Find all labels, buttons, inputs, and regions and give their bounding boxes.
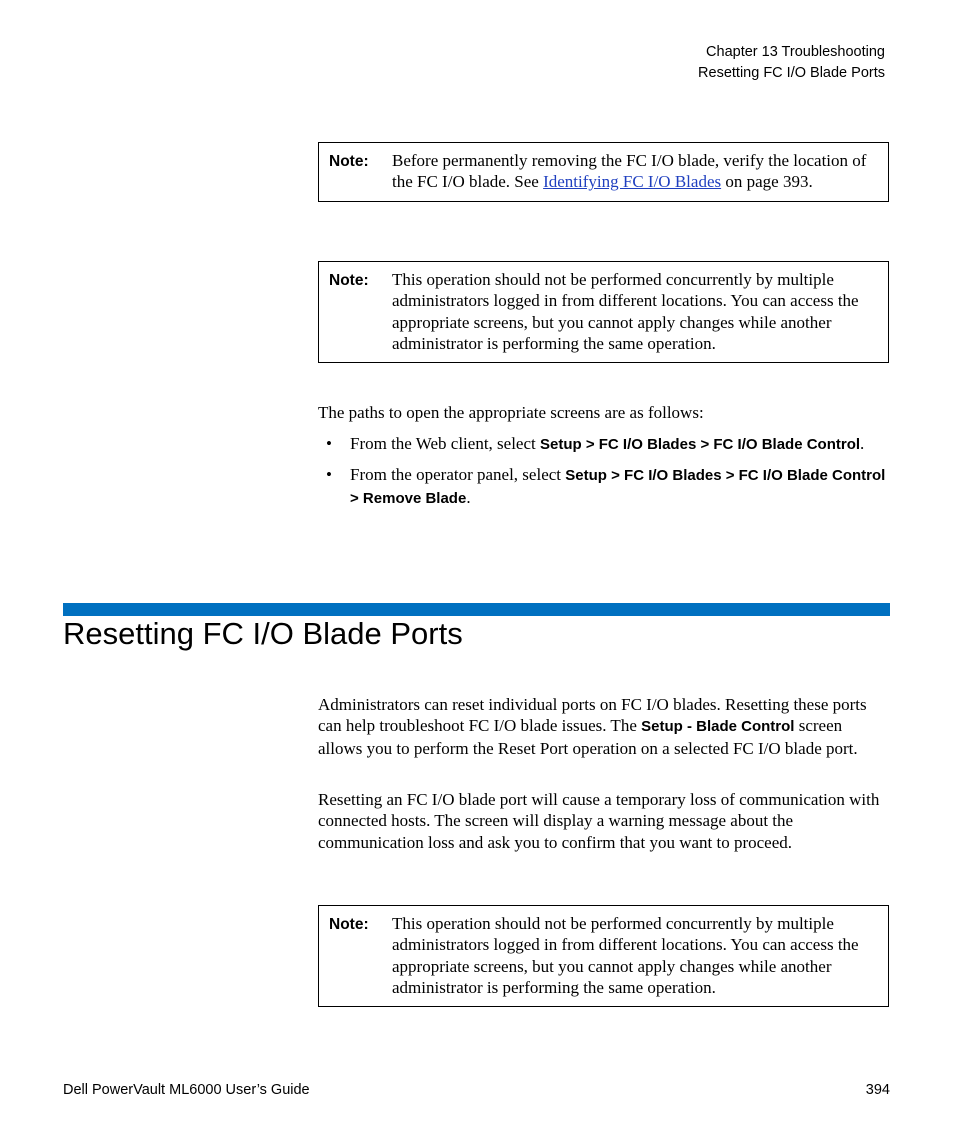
note-label: Note: bbox=[329, 272, 369, 289]
bullet-icon: • bbox=[326, 465, 332, 484]
paths-intro: The paths to open the appropriate screens are as follows: bbox=[318, 403, 704, 422]
bullet-icon: • bbox=[326, 434, 332, 453]
paragraph-1 bbox=[318, 694, 890, 759]
note-text-before: Before permanently removing the FC I/O blade, verify the location of the FC I/O blade. See bbox=[392, 151, 867, 192]
section-title: Resetting FC I/O Blade Ports bbox=[63, 616, 463, 651]
list-item bbox=[318, 433, 890, 456]
screen-name: Setup - Blade Control bbox=[641, 718, 795, 736]
list-item bbox=[318, 464, 890, 510]
header-section: Resetting FC I/O Blade Ports bbox=[698, 65, 885, 81]
paths-list bbox=[318, 433, 890, 518]
note-label: Note: bbox=[329, 916, 369, 933]
menu-path: Setup > FC I/O Blades > FC I/O Blade Control bbox=[540, 436, 861, 453]
bullet-suffix: . bbox=[860, 434, 865, 453]
para1-after: screen allows you to perform the Reset Port operation on a selected FC I/O blade port. bbox=[318, 716, 858, 758]
bullet-text: From the operator panel, select bbox=[350, 465, 566, 484]
footer-guide-title: Dell PowerVault ML6000 User’s Guide bbox=[63, 1082, 310, 1098]
running-header bbox=[698, 42, 885, 84]
note-label: Note: bbox=[329, 153, 369, 170]
note-box-3 bbox=[318, 905, 889, 1007]
bullet-suffix: . bbox=[466, 488, 471, 507]
note-text-after: on page 393. bbox=[721, 172, 813, 192]
note-text bbox=[392, 150, 872, 193]
paragraph-2: Resetting an FC I/O blade port will cause a temporary loss of communication with connected hosts. The screen will display a warning message about the communication loss and ask you to confirm that you want to proceed. bbox=[318, 790, 880, 852]
menu-path: Setup > FC I/O Blades > FC I/O Blade Control > Remove Blade bbox=[350, 467, 886, 507]
note-text: This operation should not be performed concurrently by multiple administrators logged in from different locations. You can access the appropriate screens, but you cannot apply changes while another administrator is performing the same operation. bbox=[392, 270, 859, 353]
para1-before: Administrators can reset individual ports on FC I/O blades. Resetting these ports can help troubleshoot FC I/O blade issues. The bbox=[318, 695, 867, 736]
note-text: This operation should not be performed concurrently by multiple administrators logged in from different locations. You can access the appropriate screens, but you cannot apply changes while another administrator is performing the same operation. bbox=[392, 914, 859, 997]
note-box-2 bbox=[318, 261, 889, 363]
note-box-1 bbox=[318, 142, 889, 202]
page-number: 394 bbox=[865, 1082, 890, 1098]
header-chapter: Chapter 13 Troubleshooting bbox=[706, 44, 885, 60]
identifying-blades-link[interactable]: Identifying FC I/O Blades bbox=[543, 172, 722, 192]
bullet-text: From the Web client, select bbox=[350, 434, 540, 453]
